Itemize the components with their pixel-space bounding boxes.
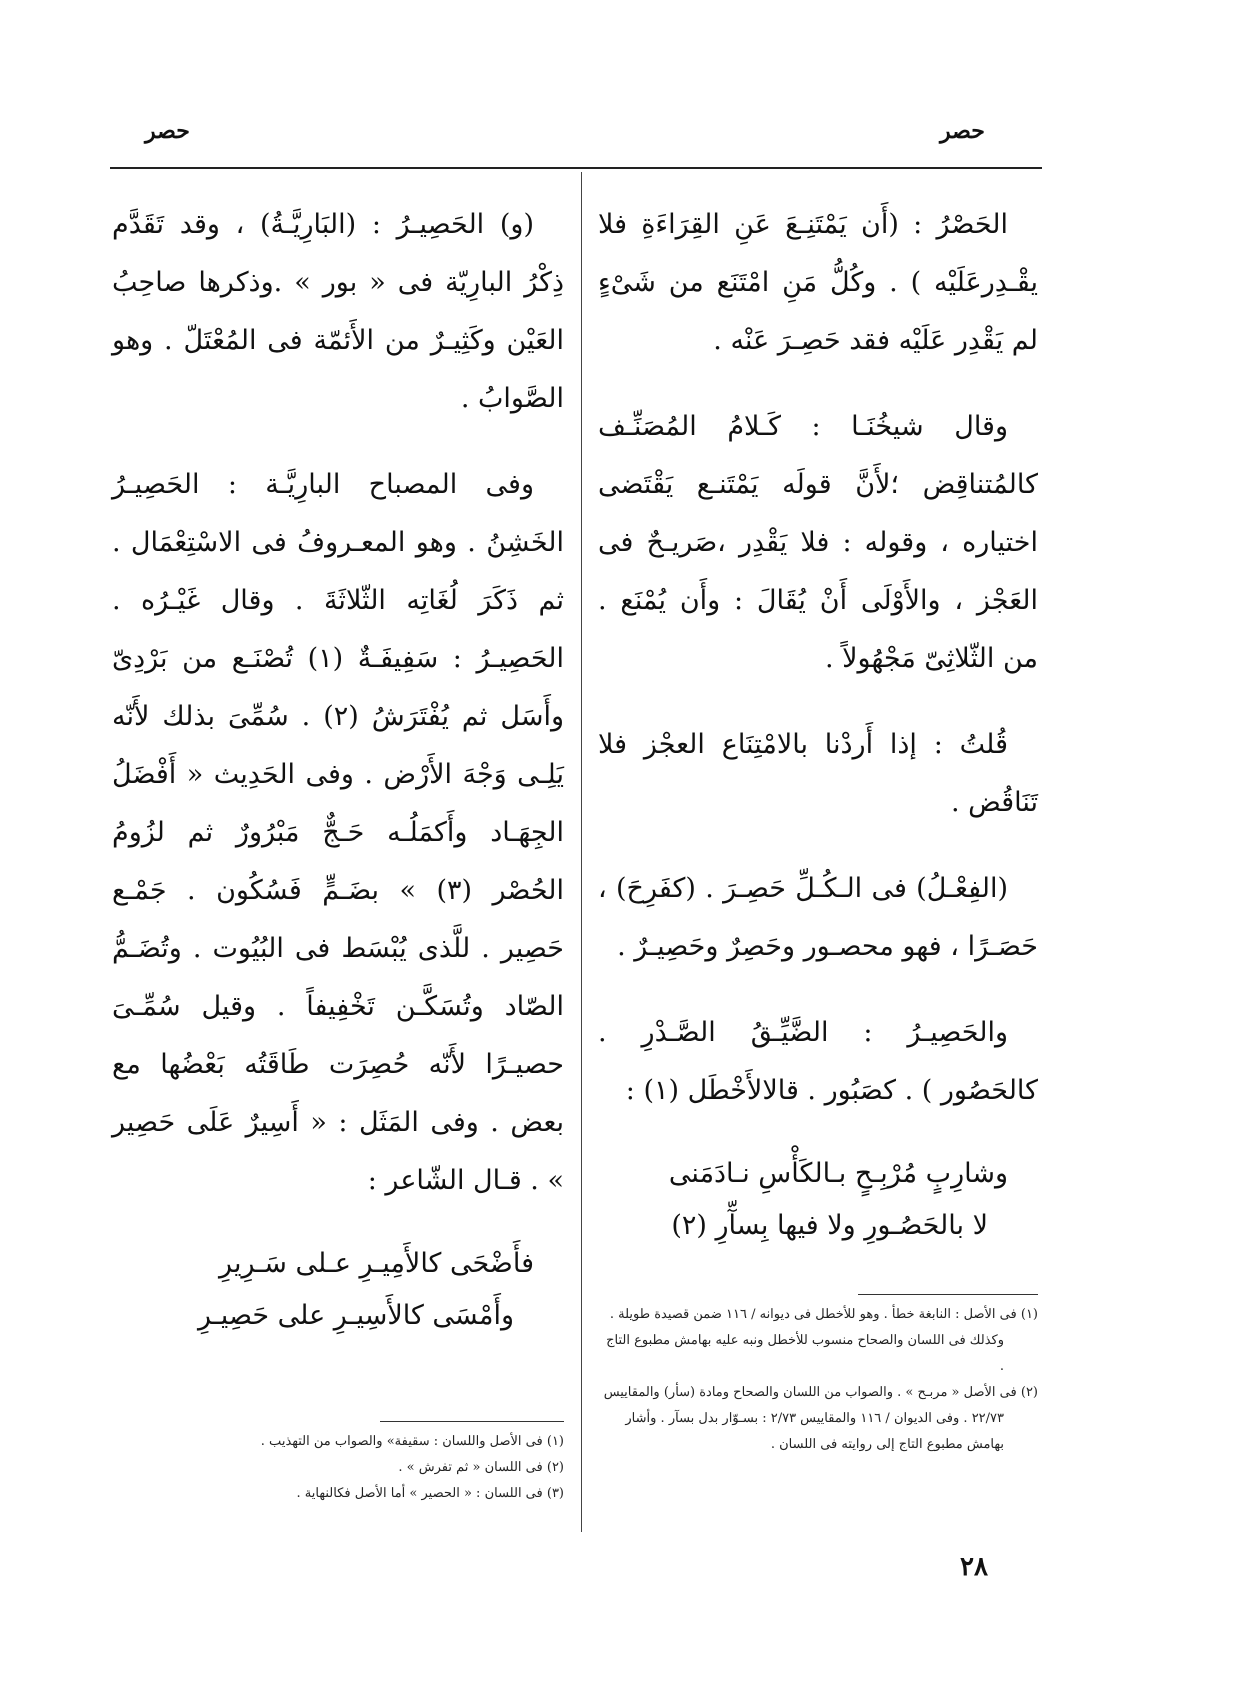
verse-hemistich: وأَمْسَى كالأَسِيـرِ على حَصِيـرِ	[197, 1300, 514, 1331]
poem-verse	[598, 1148, 1038, 1252]
footnote: (١) فى الأصل : النابغة خطأ . وهو للأخطل فى ديوانه / ١١٦ ضمن قصيدة طويلة . وكذلك فى اللسان والصحاح منسوب للأخطل ونبه عليه بهامش مطبوع التاج .	[606, 1307, 1038, 1374]
footnote: (٢) فى الأصل « مربـح » . والصواب من اللسان والصحاح ومادة (سأر) والمقاييس ٢٢/٧٣ . وفى الديوان / ١١٦ والمقاييس ٢/٧٣ : بسـوّار بدل بسآر . وأشار بهامش مطبوع التاج إلى روايته فى اللسان .	[603, 1385, 1038, 1452]
paragraph: قُلتُ : إذا أَردْنا بالامْتِنَاع العجْز فلا تَنَاقُض .	[598, 729, 1038, 818]
left-column	[112, 196, 564, 1362]
verse-hemistich: فأَضْحَى كالأَمِيـرِ عـلى سَـرِيرِ	[219, 1248, 534, 1279]
paragraph: والحَصِيـرُ : الضَّيِّـقُ الصَّـدْرِ . كالحَصُور ) . كصَبُور . قالالأَخْطَل (١) :	[598, 1017, 1038, 1106]
running-header-right: حصر	[940, 118, 985, 144]
column-divider	[581, 172, 582, 1532]
footnote-rule	[858, 1294, 1038, 1295]
paragraph: وفى المصباح البارِيَّـة : الحَصِيـرُ الخَشِنُ . وهو المعـروفُ فى الاسْتِعْمَال . ثم ذَكَرَ لُغَاتِه الثّلاثَةَ . وقال غَيْـرُه . الحَصِيـرُ : سَفِيفَـةٌ (١) تُصْنَـع من بَرْدِىّ وأَسَل ثم يُفْتَرَشُ (٢) . سُمِّىَ بذلك لأَنّه يَلِـى وَجْهَ الأَرْض . وفى الحَدِيث « أَفْضَلُ الجِهَـاد وأَكمَلُـه حَـجٌّ مَبْرُورٌ ثم لزُومُ الحُصْر (٣) » بضَـمٍّ فَسُكُون . جَمْـع حَصِير . للَّذى يُبْسَط فى البُيُوت . وتُضَـمُّ الصّاد وتُسَكَّـن تَخْفِيفاً . وقيل سُمِّـىَ حصيـرًا لأَنّه حُصِرَت طَاقَتُه بَعْضُها مع بعض . وفى المَثَل : « أَسِيرٌ عَلَى حَصِير » . قـال الشّاعر :	[112, 469, 564, 1196]
verse-hemistich: وشارِبٍ مُرْبِـحٍ بـالكَأْسِ نـادَمَنى	[668, 1158, 1008, 1189]
right-column	[598, 196, 1038, 1272]
running-header-left: حصر	[145, 118, 190, 144]
page-number: ٢٨	[960, 1552, 988, 1582]
footnote-rule	[380, 1421, 564, 1422]
verse-hemistich: لا بالحَصُـورِ ولا فيها بِسآّرِ (٢)	[671, 1210, 988, 1241]
footnote: (٢) فى اللسان « ثم تفرش » .	[398, 1460, 564, 1475]
footnote: (١) فى الأصل واللسان : سقيفة» والصواب من التهذيب .	[260, 1434, 564, 1449]
poem-verse	[112, 1238, 564, 1342]
right-footnotes	[598, 1302, 1038, 1458]
left-footnotes	[112, 1429, 564, 1507]
paragraph: (و) الحَصِيـرُ : (البَارِيَّـةُ) ، وقد تَقَدَّم ذِكْرُ البارِيّة فى « بور » .وذكرها صاحِبُ العَيْن وكَثِيـرٌ من الأَئمّة فى المُعْتَلّ . وهو الصَّوابُ .	[112, 209, 564, 414]
header-rule	[110, 167, 1042, 169]
footnote: (٣) فى اللسان : « الحصير » أما الأصل فكالنهاية .	[296, 1486, 564, 1501]
paragraph: (الفِعْـلُ) فى الـكُـلِّ حَصِـرَ . (كفَرِحَ) ، حَصَـرًا ، فهو محصـور وحَصِرٌ وحَصِيـرٌ .	[598, 873, 1038, 962]
paragraph: الحَصْرُ : (أَن يَمْتَنِـعَ عَنِ القِرَاءَةِ فلا يقْـدِرعَلَيْه ) . وكُلُّ مَنِ امْتَنَع من شَىْءٍ لم يَقْدِر عَلَيْه فقد حَصِـرَ عَنْه .	[598, 209, 1038, 356]
paragraph: وقال شيخُنَـا : كَـلامُ المُصَنِّـف كالمُتناقِض ؛لأَنَّ قولَه يَمْتَنـع يَقْتَضى اختياره ، وقوله : فلا يَقْدِر ،صَريـحٌ فى العَجْز ، والأَوْلَى أَنْ يُقَالَ : وأَن يُمْنَع . من الثّلاثِىّ مَجْهُولاً .	[598, 411, 1038, 674]
